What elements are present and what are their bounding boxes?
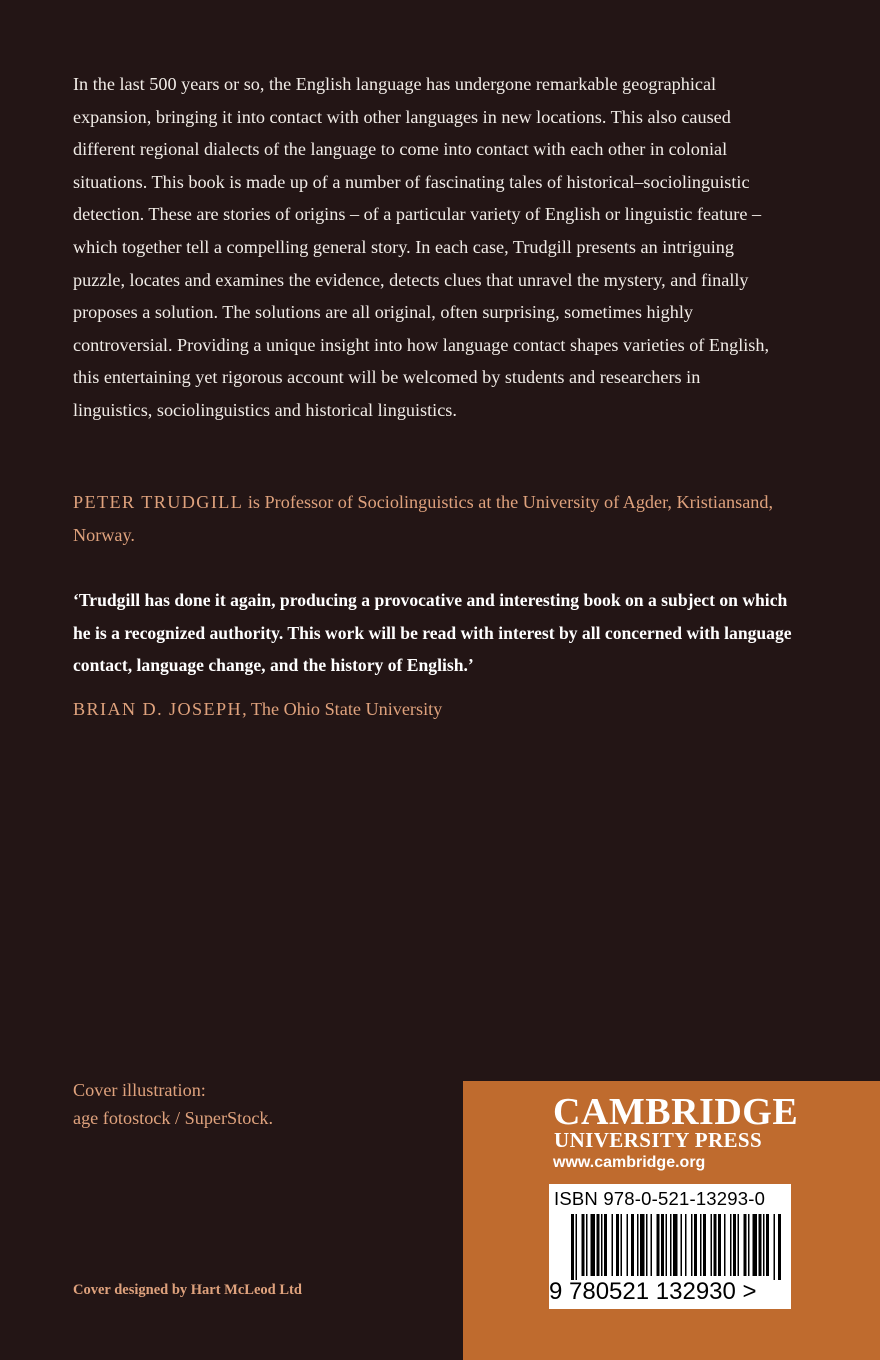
isbn-label: ISBN 978-0-521-13293-0 (554, 1188, 766, 1209)
reviewer-name: BRIAN D. JOSEPH (73, 699, 243, 719)
review-attribution (73, 693, 773, 726)
publisher-url: www.cambridge.org (553, 1154, 706, 1171)
cover-illustration-source: age fotostock / SuperStock. (73, 1108, 274, 1128)
cover-designer-credit: Cover designed by Hart McLeod Ltd (73, 1282, 302, 1298)
publisher-name: CAMBRIDGE (553, 1091, 799, 1133)
cover-illustration-credit (73, 1076, 273, 1132)
review-quote: ‘Trudgill has done it again, producing a provocative and interesting book on a subject on which he is a recognized authority. This work will be read with interest by all concerned with language contact, language change, and the history of English.’ (73, 590, 792, 676)
isbn-barcode (549, 1184, 791, 1309)
cover-illustration-label: Cover illustration: (73, 1080, 206, 1100)
author-bio (73, 486, 773, 551)
author-bio-text: is Professor of Sociolinguistics at the University of Agder, Kristiansand, Norway. (73, 492, 774, 545)
publisher-panel (463, 1081, 880, 1360)
publisher-subtitle: UNIVERSITY PRESS (554, 1128, 763, 1152)
reviewer-affiliation: , The Ohio State University (242, 699, 443, 719)
book-description: In the last 500 years or so, the English language has undergone remarkable geographical expansion, bringing it into contact with other languages in new locations. This also caused different regional dialects of the language to come into contact with each other in colonial situations. This book is made up of a number of fascinating tales of historical–sociolinguistic detection. These are stories of origins – of a particular variety of English or linguistic feature – which together tell a compelling general story. In each case, Trudgill presents an intriguing puzzle, locates and examines the evidence, detects clues that unravel the mystery, and finally proposes a solution. The solutions are all original, often surprising, sometimes highly controversial. Providing a unique insight into how language contact shapes varieties of English, this entertaining yet rigorous account will be welcomed by students and researchers in linguistics, sociolinguistics and historical linguistics. (73, 74, 770, 420)
barcode-digits: 9 780521 132930 > (549, 1278, 757, 1305)
author-name: PETER TRUDGILL (73, 492, 244, 512)
